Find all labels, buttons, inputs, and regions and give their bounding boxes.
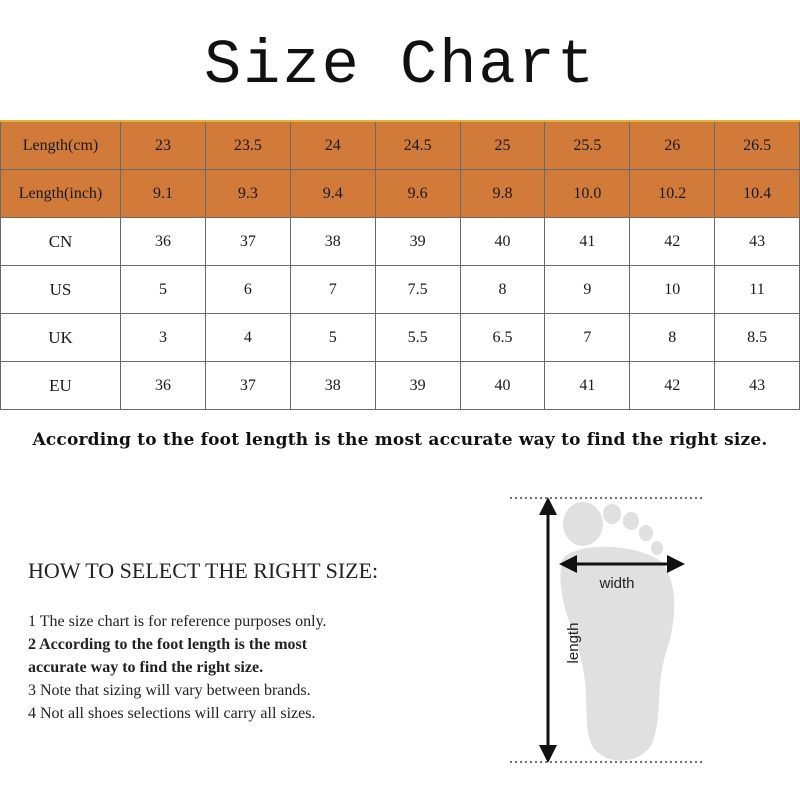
table-cell: 11 <box>715 266 800 314</box>
table-cell: 5 <box>121 266 206 314</box>
tip-item: 2 According to the foot length is the most <box>28 636 308 653</box>
table-cell: 10.4 <box>715 170 800 218</box>
row-label: EU <box>1 362 121 410</box>
table-cell: 38 <box>290 362 375 410</box>
table-cell: 4 <box>205 314 290 362</box>
table-cell: 39 <box>375 218 460 266</box>
table-cell: 5.5 <box>375 314 460 362</box>
table-cell: 37 <box>205 362 290 410</box>
row-label: US <box>1 266 121 314</box>
table-cell: 3 <box>121 314 206 362</box>
table-cell: 38 <box>290 218 375 266</box>
table-cell: 7 <box>545 314 630 362</box>
row-label: UK <box>1 314 121 362</box>
table-row-length-inch <box>1 170 800 218</box>
table-cell: 8 <box>630 314 715 362</box>
table-cell: 41 <box>545 218 630 266</box>
table-cell: 7.5 <box>375 266 460 314</box>
size-table <box>0 120 800 410</box>
table-cell: 43 <box>715 362 800 410</box>
tip-item: accurate way to find the right size. <box>28 659 264 676</box>
table-cell: 10.0 <box>545 170 630 218</box>
table-cell: 24.5 <box>375 121 460 170</box>
table-cell: 8 <box>460 266 545 314</box>
table-cell: 9.3 <box>205 170 290 218</box>
table-cell: 5 <box>290 314 375 362</box>
table-cell: 8.5 <box>715 314 800 362</box>
table-cell: 9.6 <box>375 170 460 218</box>
table-cell: 42 <box>630 362 715 410</box>
table-cell: 40 <box>460 218 545 266</box>
table-row-uk <box>1 314 800 362</box>
table-cell: 6 <box>205 266 290 314</box>
table-cell: 7 <box>290 266 375 314</box>
width-label: width <box>599 575 635 592</box>
table-cell: 23.5 <box>205 121 290 170</box>
table-cell: 6.5 <box>460 314 545 362</box>
table-cell: 43 <box>715 218 800 266</box>
tip-item: 4 Not all shoes selections will carry all sizes. <box>28 705 316 722</box>
table-cell: 26 <box>630 121 715 170</box>
table-cell: 40 <box>460 362 545 410</box>
table-cell: 9.8 <box>460 170 545 218</box>
table-row-us <box>1 266 800 314</box>
table-cell: 9.4 <box>290 170 375 218</box>
table-cell: 26.5 <box>715 121 800 170</box>
table-cell: 10 <box>630 266 715 314</box>
table-cell: 42 <box>630 218 715 266</box>
table-cell: 41 <box>545 362 630 410</box>
table-cell: 36 <box>121 362 206 410</box>
tips-list <box>28 610 327 725</box>
accuracy-note: According to the foot length is the most accurate way to find the right size. <box>32 430 768 450</box>
length-label: length <box>565 622 582 664</box>
table-cell: 37 <box>205 218 290 266</box>
table-cell: 39 <box>375 362 460 410</box>
tip-item: 1 The size chart is for reference purposes only. <box>28 613 327 630</box>
foot-measurement-diagram <box>500 488 720 778</box>
table-cell: 25 <box>460 121 545 170</box>
row-label: Length(inch) <box>1 170 121 218</box>
table-cell: 9.1 <box>121 170 206 218</box>
table-cell: 23 <box>121 121 206 170</box>
table-cell: 10.2 <box>630 170 715 218</box>
table-row-length-cm <box>1 121 800 170</box>
table-row-cn <box>1 218 800 266</box>
table-cell: 25.5 <box>545 121 630 170</box>
table-row-eu <box>1 362 800 410</box>
tip-item: 3 Note that sizing will vary between brands. <box>28 682 311 699</box>
page-title: Size Chart <box>203 30 597 101</box>
row-label: CN <box>1 218 121 266</box>
row-label: Length(cm) <box>1 121 121 170</box>
table-cell: 24 <box>290 121 375 170</box>
table-cell: 9 <box>545 266 630 314</box>
how-to-title: HOW TO SELECT THE RIGHT SIZE: <box>28 558 379 583</box>
table-cell: 36 <box>121 218 206 266</box>
